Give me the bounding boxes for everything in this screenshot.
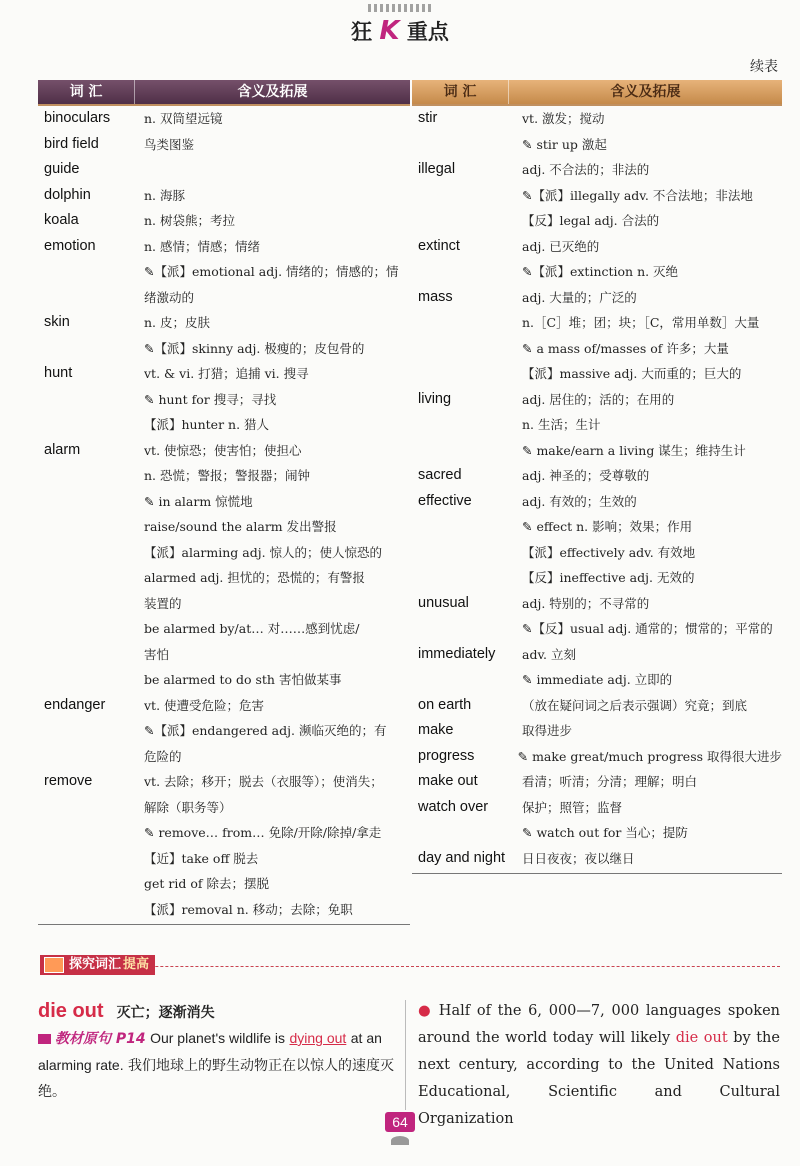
meaning-cell [522,795,782,846]
meaning-line: n. 双筒望远镜 [144,111,223,126]
table-row [38,234,410,311]
meaning-line: vt. 去除；移开；脱去（衣服等）；使消失； [144,774,383,789]
meaning-cell [522,718,782,744]
meaning-line: ✎ immediate adj. 立即的 [522,672,673,687]
meaning-cell [522,489,782,591]
example-translation: 我们地球上的野生动物正在以惊人的速度灭绝。 [38,1058,395,1100]
meaning-line: 【派】removal n. 移动；去除；免职 [144,901,353,917]
meaning-line: vt. 激发；搅动 [522,111,605,126]
meaning-line: 取得进步 [522,723,573,738]
meaning-line: ✎ hunt for 搜寻；寻找 [144,391,277,407]
vocab-word: make [418,722,454,738]
meaning-line: ✎【派】endangered adj. 濒临灭绝的；有 [144,723,387,738]
bird-icon [391,1136,409,1145]
meaning-line: ✎ make/earn a living 谋生；维持生计 [522,442,746,458]
header-vocab: 词 汇 [443,84,477,100]
table-row [412,463,782,489]
vocab-word: bird field [44,135,99,152]
meaning-line: 危险的 [144,748,182,764]
section-label: 探究词汇 [69,957,122,972]
header-meaning: 含义及拓展 [134,80,410,104]
table-row [412,693,782,719]
table-header [38,80,410,106]
meaning-cell [144,208,410,234]
table-row [38,106,410,132]
page-number-text: 64 [385,1112,415,1132]
meaning-line: raise/sound the alarm 发出警报 [144,519,337,534]
meaning-line: ✎ make great/much progress 取得很大进步 [517,748,782,764]
meaning-cell [522,591,782,642]
meaning-cell [522,285,782,387]
meaning-cell [144,234,410,311]
table-row [412,234,782,285]
meaning-line: vt. 使遭受危险；危害 [144,697,265,713]
meaning-cell [522,463,782,489]
vocab-word: alarm [44,441,81,458]
meaning-line: ✎【派】extinction n. 灭绝 [522,264,679,279]
header-logo [0,16,800,46]
meaning-line: adj. 神圣的；受尊敬的 [522,468,650,483]
table-row [38,183,410,209]
header-meaning: 含义及拓展 [508,80,782,104]
meaning-cell [522,106,782,157]
vocab-word: mass [418,288,453,305]
table-row [412,591,782,642]
table-row [38,769,410,922]
meaning-cell [522,846,782,872]
vocab-word: living [418,390,452,407]
entry-example [38,1025,398,1105]
vocab-word: on earth [418,696,472,713]
meaning-line: get rid of 除去；摆脱 [144,876,269,891]
meaning-line: be alarmed by/at… 对……感到忧虑/ [144,621,360,636]
table-header [412,80,782,106]
meaning-line: ✎ effect n. 影响；效果；作用 [522,519,693,534]
header-dots [368,4,432,12]
meaning-line: （放在疑问词之后表示强调）究竟；到底 [522,697,748,713]
table-bottom-rule [412,873,782,874]
meaning-line: adj. 大量的；广泛的 [522,289,637,305]
meaning-cell [144,106,410,132]
meaning-line: 解除（职务等） [144,799,232,815]
meaning-line: 绪激动的 [144,289,195,305]
meaning-line: ✎ in alarm 惊慌地 [144,493,253,509]
meaning-cell [522,693,782,719]
logo-k: K [379,16,400,46]
source-icon [38,1034,51,1044]
meaning-line: ✎ stir up 激起 [522,136,607,152]
meaning-line: 鸟类图鉴 [144,136,195,152]
meaning-cell [144,183,410,209]
meaning-line: 【反】legal adj. 合法的 [522,213,660,228]
meaning-cell [144,361,410,438]
vocab-word: day and night [418,849,506,866]
meaning-line: ✎【派】skinny adj. 极瘦的；皮包骨的 [144,340,365,356]
meaning-cell [522,642,782,693]
bullet-icon: ● [418,1003,433,1019]
vocab-word: illegal [418,161,456,177]
meaning-cell [144,693,410,770]
vocab-word: remove [44,773,93,789]
vocab-word: skin [44,314,70,330]
table-row [412,718,782,744]
table-row [38,208,410,234]
table-bottom-rule [38,924,410,925]
meaning-cell [144,769,410,922]
meaning-line: 【派】massive adj. 大而重的；巨大的 [522,366,742,381]
meaning-line: adj. 有效的；生效的 [522,493,637,509]
logo-suffix: 重点 [406,20,449,44]
table-row [412,387,782,464]
meaning-line: ✎【反】usual adj. 通常的；惯常的；平常的 [522,621,773,636]
meaning-line: 看清；听清；分清；理解；明白 [522,774,698,789]
meaning-cell [522,769,782,795]
meaning-cell [522,387,782,464]
meaning-line [144,157,410,183]
vocab-table-left [38,80,410,925]
meaning-line: 【派】hunter n. 猎人 [144,417,270,432]
table-body [412,106,782,871]
vocab-word: emotion [44,237,96,254]
entry-meaning: 灭亡；逐渐消失 [116,1005,215,1021]
meaning-cell [518,744,782,770]
meaning-line: n. 恐慌；警报；警报器；闹钟 [144,468,310,483]
meaning-cell [522,234,782,285]
table-row [38,157,410,183]
meaning-line: adj. 特别的；不寻常的 [522,595,650,611]
meaning-line: adj. 居住的；活的；在用的 [522,391,675,407]
meaning-line: n. 海豚 [144,187,185,203]
section-tag [40,955,155,975]
example-post: at an alarming rate. [38,1030,382,1073]
vocab-word: hunt [44,365,73,381]
right-example-highlight: die out [675,1030,728,1046]
meaning-line: adj. 不合法的；非法的 [522,162,650,177]
meaning-line: n.［C］堆；团；块；［C，常用单数］大量 [522,315,760,330]
meaning-line: 【派】effectively adv. 有效地 [522,544,696,560]
table-row [38,310,410,361]
meaning-line: ✎【派】illegally adv. 不合法地；非法地 [522,187,753,203]
meaning-cell [144,310,410,361]
continued-label: 续表 [750,59,778,75]
meaning-line: adj. 已灭绝的 [522,238,600,254]
meaning-line: adv. 立刻 [522,646,576,662]
meaning-line: ✎ watch out for 当心；提防 [522,825,688,840]
meaning-line: ✎【派】emotional adj. 情绪的；情感的；情 [144,264,399,279]
book-icon [44,957,64,973]
meaning-line: vt. & vi. 打猎；追捕 vi. 搜寻 [144,366,309,381]
vocab-word: extinct [418,237,460,254]
table-row [412,489,782,591]
source-label [38,1031,146,1047]
table-row [412,285,782,387]
meaning-line: n. 树袋熊；考拉 [144,213,235,228]
table-row [38,693,410,770]
table-row [412,642,782,693]
vocab-table-right [412,80,782,874]
vocab-word: endanger [44,696,106,713]
table-row [38,132,410,158]
table-row [38,438,410,693]
table-row [412,795,782,846]
vocab-word: sacred [418,467,462,483]
vocab-word: koala [44,212,79,228]
meaning-line: ✎ a mass of/masses of 许多；大量 [522,340,729,356]
meaning-line: n. 皮；皮肤 [144,315,210,330]
example-pre: Our planet's wildlife is [150,1030,286,1046]
right-example-post: by the next century, according to the United Nations Educational, Scientific and Cultural Organization [418,1030,780,1127]
vocab-word: effective [418,492,472,509]
meaning-line: 害怕 [144,646,170,662]
table-row [38,361,410,438]
vocab-word: guide [44,161,80,177]
vocab-word: binoculars [44,110,111,126]
meaning-line: 【派】alarming adj. 惊人的；使人惊恐的 [144,544,383,560]
section-highlight: 提高 [123,957,150,972]
meaning-cell [144,438,410,693]
table-row [412,106,782,157]
column-divider [405,1000,406,1110]
meaning-line: be alarmed to do sth 害怕做某事 [144,672,342,687]
meaning-line: 保护；照管；监督 [522,799,623,815]
logo-prefix: 狂 [351,20,373,44]
entry-left [38,1000,398,1105]
vocab-word: make out [418,773,478,789]
meaning-line: 日日夜夜；夜以继日 [522,850,635,866]
meaning-line: 装置的 [144,595,182,611]
vocab-word: watch over [418,798,489,815]
table-row [412,744,782,770]
meaning-cell [522,157,782,234]
table-body [38,106,410,922]
vocab-word: stir [418,110,438,126]
table-row [412,157,782,234]
vocab-word: unusual [418,594,469,611]
right-example-pre: Half of the 6, 000—7, 000 languages spoken around the world today will likely [418,1003,780,1046]
table-row [412,846,782,872]
vocab-word: dolphin [44,186,91,203]
source-text: 教材原句 P14 [55,1031,146,1047]
page-number [0,1112,800,1145]
meaning-line: 【反】ineffective adj. 无效的 [522,570,695,585]
header-vocab: 词 汇 [69,84,103,100]
section-banner [40,955,780,975]
example-highlight: dying out [289,1030,347,1046]
meaning-line: ✎ remove… from… 免除/开除/除掉/拿走 [144,825,382,840]
meaning-line: n. 生活；生计 [522,417,601,432]
meaning-line: n. 感情；情感；情绪 [144,238,260,254]
meaning-line: 【近】take off 脱去 [144,850,259,866]
meaning-line: alarmed adj. 担忧的；恐慌的；有警报 [144,570,365,585]
meaning-line: vt. 使惊恐；使害怕；使担心 [144,442,302,458]
table-row [412,769,782,795]
meaning-cell [144,132,410,158]
entry-word: die out [38,1000,104,1022]
vocab-word: progress [418,747,475,764]
vocab-word: immediately [418,645,496,662]
meaning-cell [144,157,410,183]
